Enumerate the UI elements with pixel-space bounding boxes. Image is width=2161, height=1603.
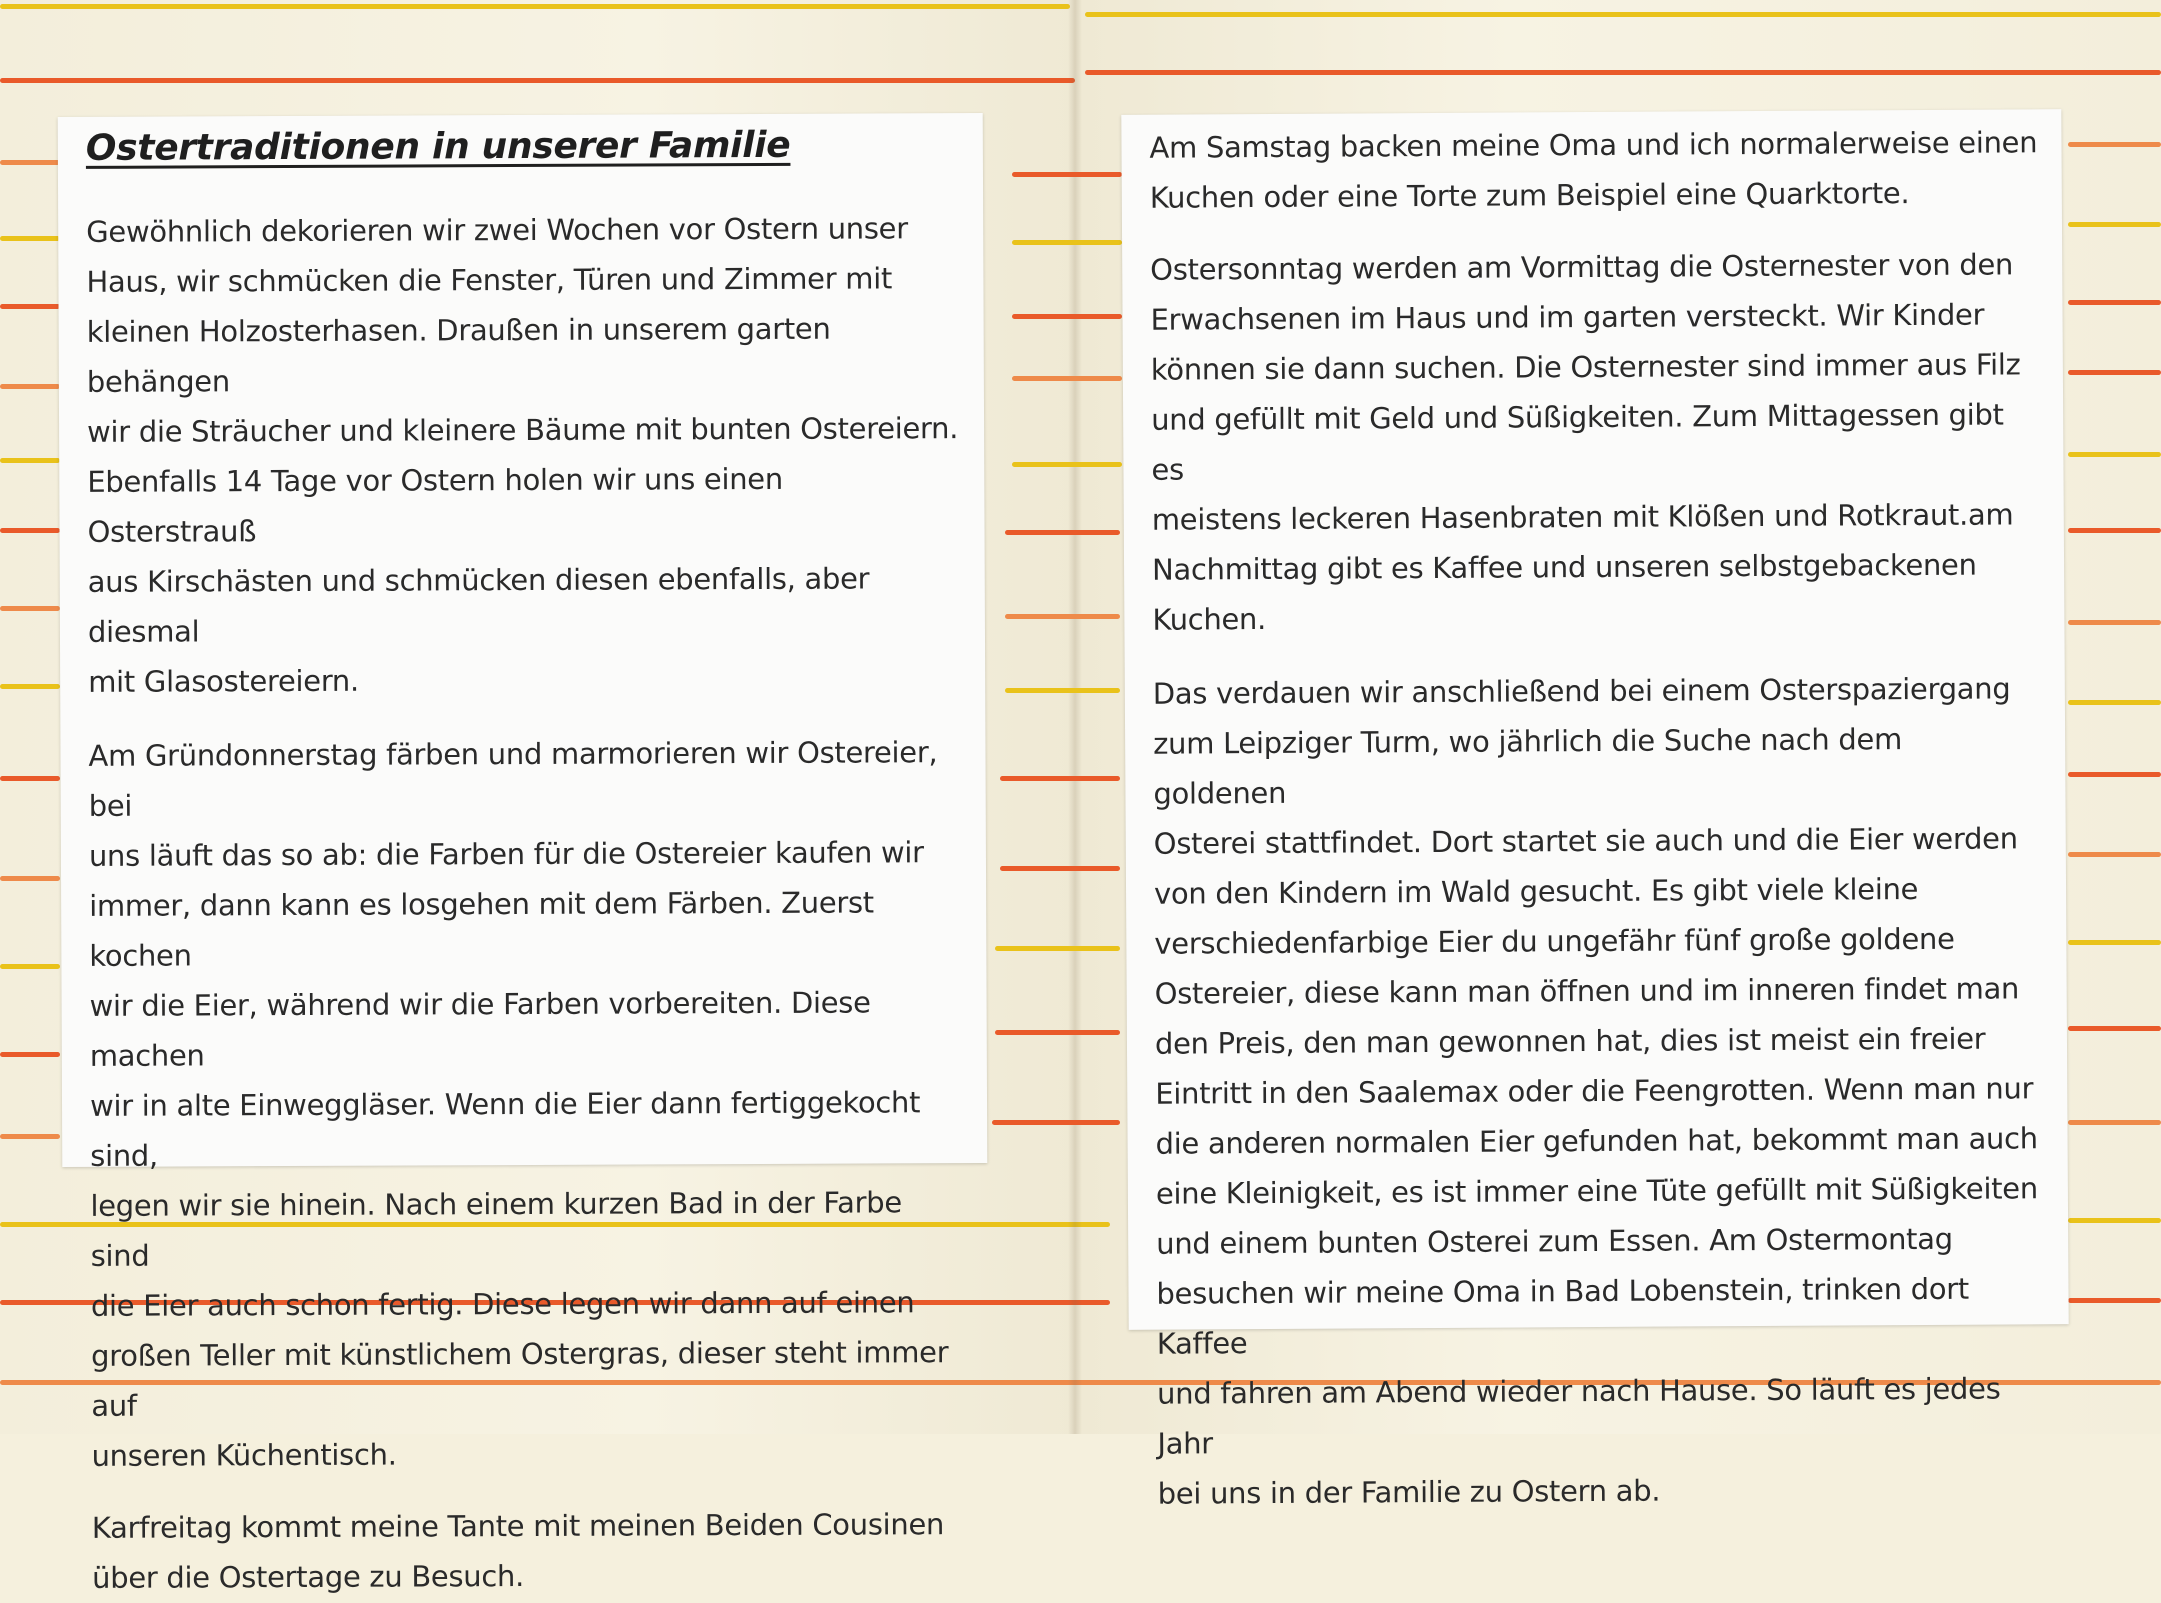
paragraph-saturday: Am Samstag backen meine Oma und ich normalerweise einen Kuchen oder eine Torte zum Beispiel eine Quarktorte. xyxy=(1149,125,2038,215)
margin-tick xyxy=(0,964,60,969)
margin-tick xyxy=(0,384,60,389)
margin-tick xyxy=(0,528,60,533)
margin-tick xyxy=(2068,370,2161,375)
margin-tick xyxy=(2068,528,2161,533)
right-text-sheet xyxy=(1121,109,2068,1511)
margin-tick xyxy=(995,1030,1120,1035)
margin-tick xyxy=(1000,776,1120,781)
ruled-line-yellow-top xyxy=(0,4,1070,9)
margin-tick xyxy=(2068,852,2161,857)
margin-tick xyxy=(1012,240,1122,245)
margin-tick xyxy=(1005,530,1120,535)
left-text-sheet xyxy=(58,113,988,1595)
page-title: Ostertraditionen in unserer Familie xyxy=(85,124,791,169)
margin-tick xyxy=(0,1134,60,1139)
margin-tick xyxy=(1005,688,1120,693)
margin-tick xyxy=(1005,614,1120,619)
ruled-line-orange-top xyxy=(0,78,1075,83)
paragraph-easter-sunday: Ostersonntag werden am Vormittag die Osternester von den Erwachsenen im Haus und im garten versteckt. Wir Kinder können sie dann suchen. Die Osternester sind immer aus Filz und gefüllt mit Geld und Süßigkeiten. Zum Mittagessen gibt es meistens leckeren Hasenbraten mit Klößen und Rotkraut.am Nachmittag gibt es Kaffee und unseren selbstgebackenen Kuchen. xyxy=(1150,247,2021,637)
paragraph-easter-walk: Das verdauen wir anschließend bei einem Osterspaziergang zum Leipziger Turm, wo jährlich die Suche nach dem goldenen Osterei stattfindet. Dort startet sie auch und die Eier werden von den Kindern im Wald gesucht. Es gibt viele kleine verschiedenfarbige Eier du ungefähr fünf große goldene Ostereier, diese kann man öffnen und im inneren findet man den Preis, den man gewonnen hat, dies ist meist ein freier Eintritt in den Saalemax oder die Feengrotten. Wenn man nur die anderen normalen Eier gefunden hat, bekommt man auch eine Kleinigkeit, es ist immer eine Tüte gefüllt mit Süßigkeiten und einem bunten Osterei zum Essen. Am Ostermontag besuchen wir meine Oma in Bad Lobenstein, trinken dort Kaffee und fahren am Abend wieder nach Hause. So läuft es jedes Jahr bei uns in der Familie zu Ostern ab. xyxy=(1152,671,2038,1511)
margin-tick xyxy=(1012,462,1122,467)
paragraph-good-friday: Karfreitag kommt meine Tante mit meinen Beiden Cousinen über die Ostertage zu Besuch. xyxy=(91,1507,945,1595)
margin-tick xyxy=(2068,620,2161,625)
margin-tick xyxy=(995,946,1120,951)
margin-tick xyxy=(2068,222,2161,227)
book-spine xyxy=(1068,0,1082,1434)
margin-tick xyxy=(2068,142,2161,147)
margin-tick xyxy=(0,458,60,463)
margin-tick xyxy=(992,1120,1120,1125)
margin-tick xyxy=(0,606,60,611)
margin-tick xyxy=(0,160,60,165)
margin-tick xyxy=(2068,772,2161,777)
ruled-line-yellow-top-right xyxy=(1085,12,2161,17)
margin-tick xyxy=(2068,700,2161,705)
left-sheet-content xyxy=(86,113,965,1603)
margin-tick xyxy=(2068,1298,2161,1303)
margin-tick xyxy=(2068,1120,2161,1125)
margin-tick xyxy=(2068,452,2161,457)
margin-tick xyxy=(2068,1218,2161,1223)
margin-tick xyxy=(1012,314,1122,319)
margin-tick xyxy=(0,1052,60,1057)
margin-tick xyxy=(0,776,60,781)
margin-tick xyxy=(0,876,60,881)
margin-tick xyxy=(0,684,60,689)
margin-tick xyxy=(1012,172,1122,177)
margin-tick xyxy=(1012,376,1122,381)
paragraph-decoration: Gewöhnlich dekorieren wir zwei Wochen vor Ostern unser Haus, wir schmücken die Fenster, Türen und Zimmer mit kleinen Holzosterhasen. Draußen in unserem garten behängen wir die Sträucher und kleinere Bäume mit bunten Ostereiern. Ebenfalls 14 Tage vor Ostern holen wir uns einen Osterstrauß aus Kirschästen und schmücken diesen ebenfalls, aber diesmal mit Glasostereiern. xyxy=(86,211,959,699)
right-sheet-content xyxy=(1149,109,2046,1518)
ruled-line-orange-top-right xyxy=(1085,70,2161,75)
margin-tick xyxy=(2068,940,2161,945)
margin-tick xyxy=(0,304,60,309)
paragraph-easter-eggs: Am Gründonnerstag färben und marmorieren wir Ostereier, bei uns läuft das so ab: die Farben für die Ostereier kaufen wir immer, dann kann es losgehen mit dem Färben. Zuerst kochen wir die Eier, während wir die Farben vorbereiten. Diese machen wir in alte Einweggläser. Wenn die Eier dann fertiggekocht sind, legen wir sie hinein. Nach einem kurzen Bad in der Farbe sind die Eier auch schon fertig. Diese legen wir dann auf einen großen Teller mit künstlichem Ostergras, dieser steht immer auf unseren Küchentisch. xyxy=(88,735,949,1473)
margin-tick xyxy=(1000,866,1120,871)
margin-tick xyxy=(2068,1026,2161,1031)
margin-tick xyxy=(0,236,60,241)
margin-tick xyxy=(2068,300,2161,305)
